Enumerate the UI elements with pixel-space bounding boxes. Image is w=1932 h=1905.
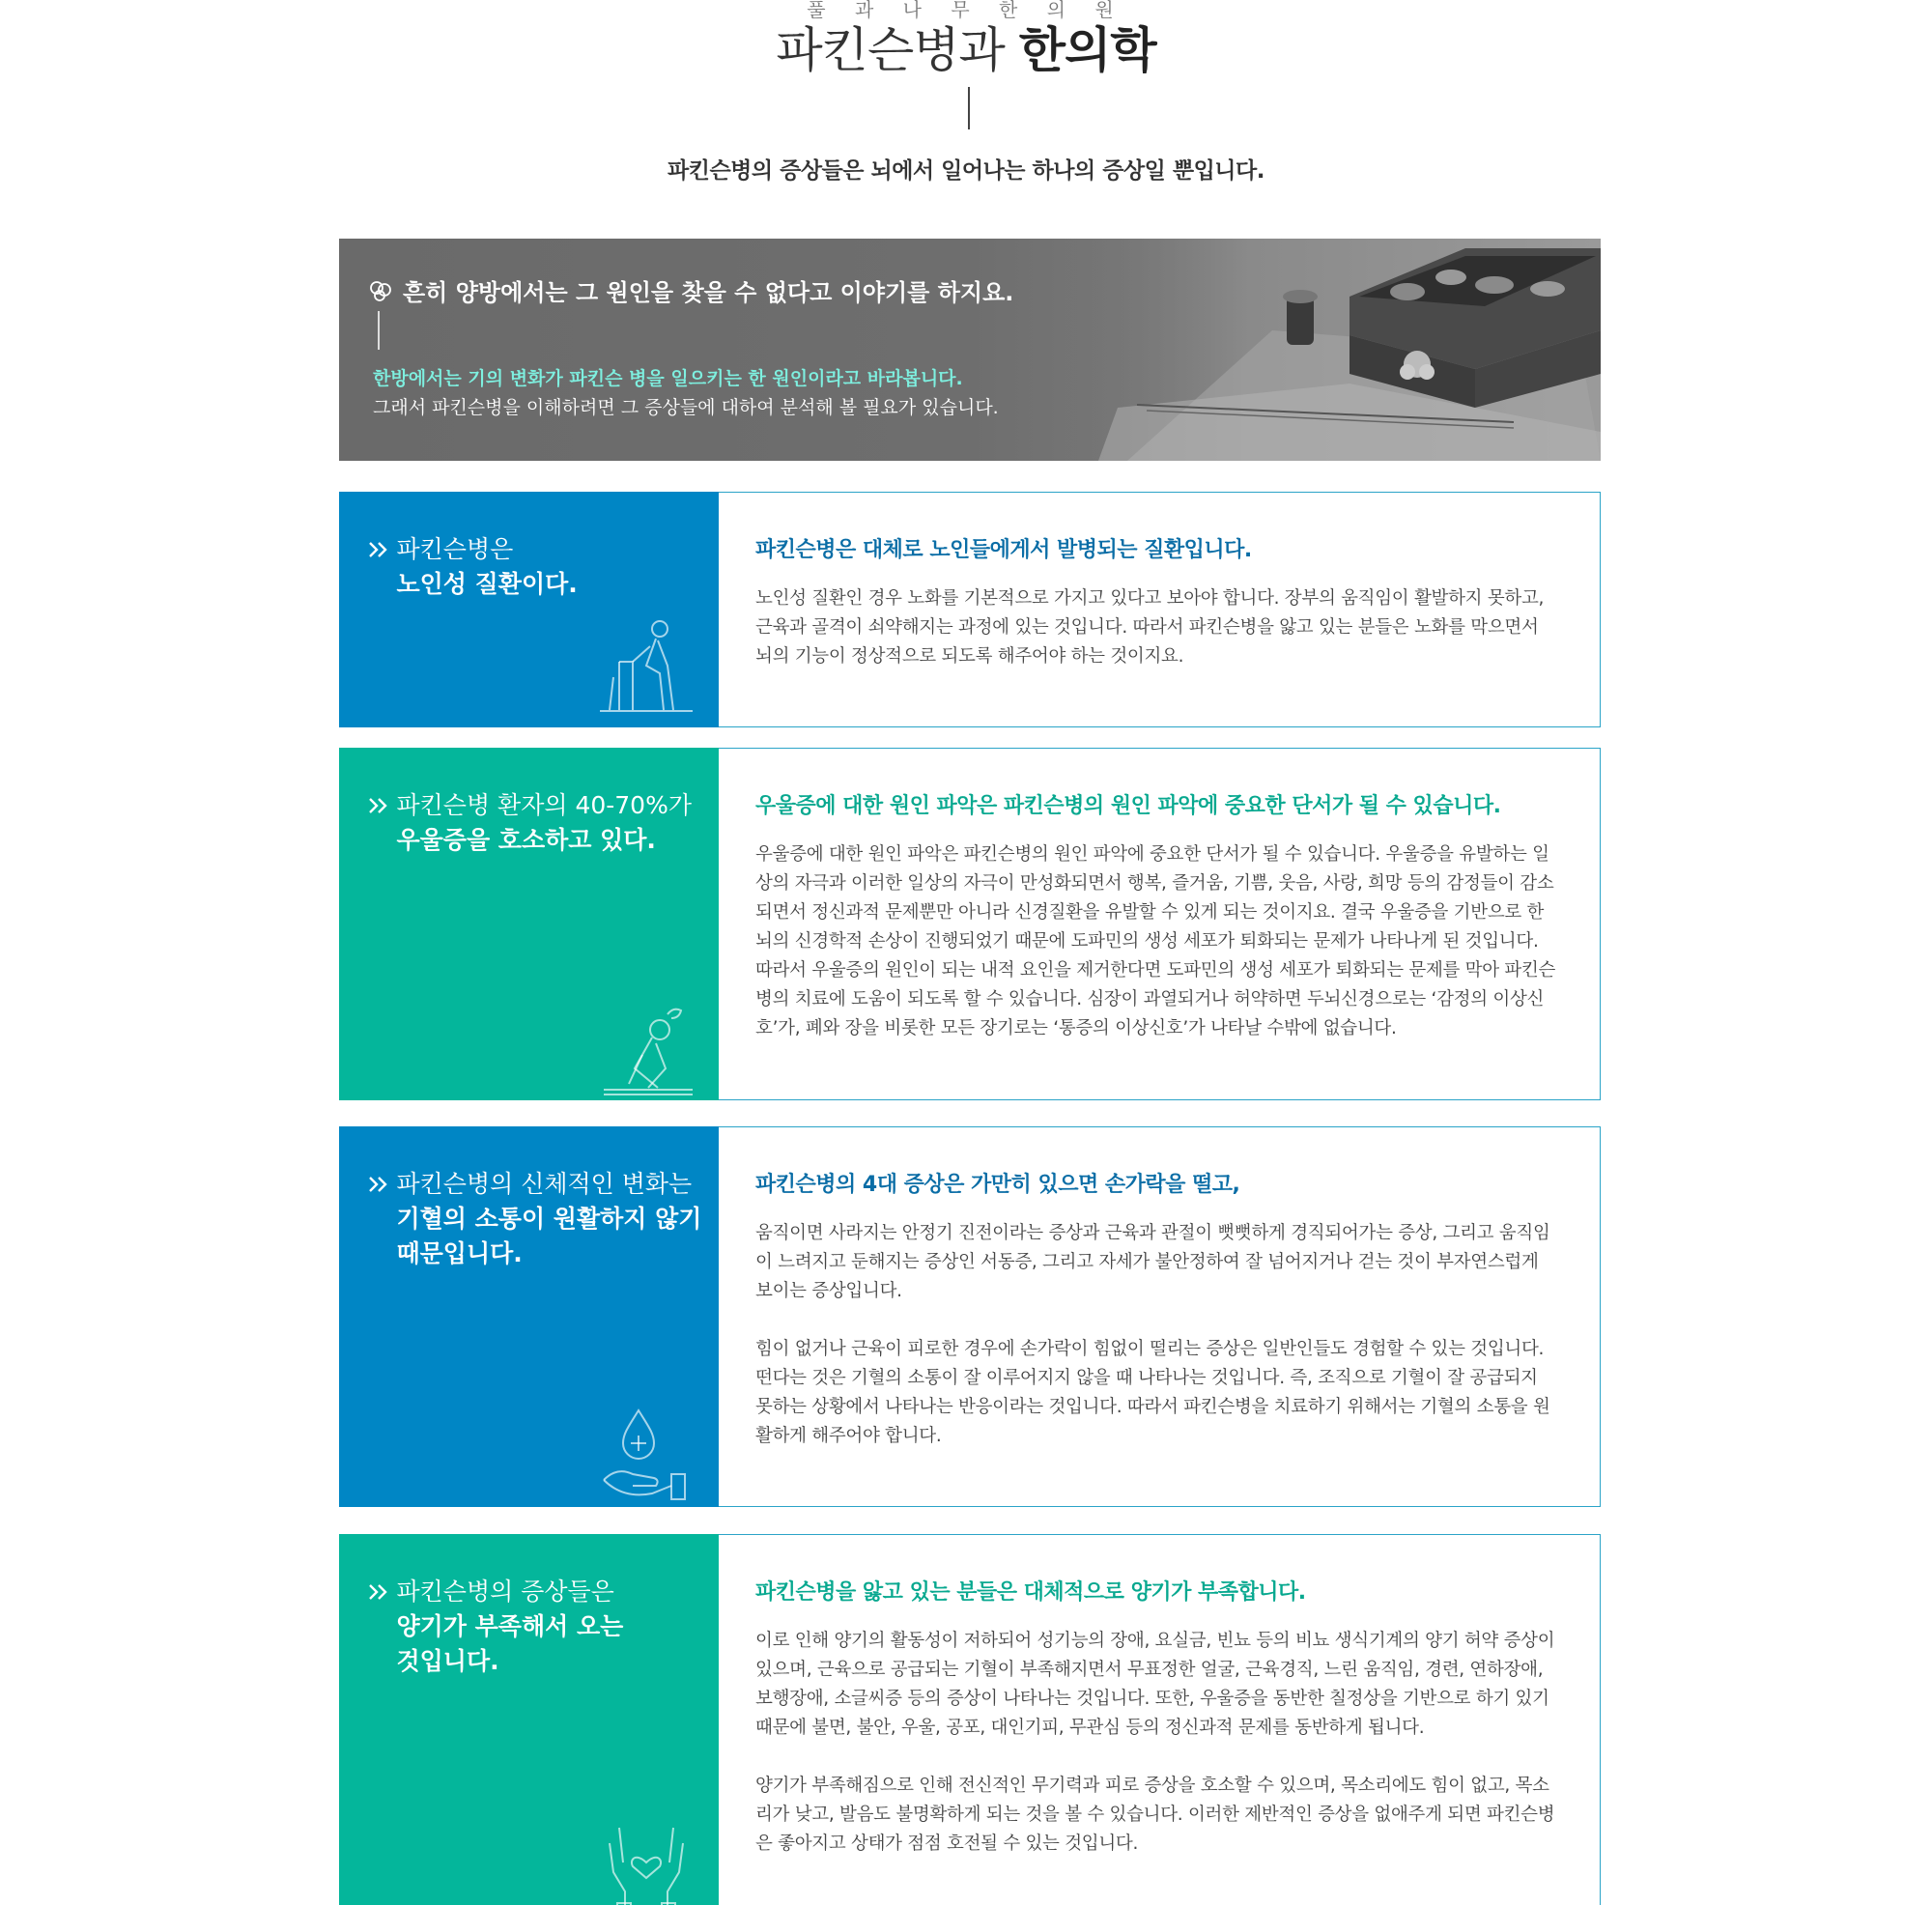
card-left-panel bbox=[339, 492, 719, 727]
title-bold: 한의학 bbox=[1018, 22, 1156, 78]
card-left-line3: 것입니다. bbox=[396, 1646, 499, 1675]
card-left-line1: 파킨슨병 환자의 40-70%가 bbox=[396, 790, 692, 819]
banner-highlight: 한방에서는 기의 변화가 파킨슨 병을 일으키는 한 원인이라고 바라봅니다. bbox=[373, 368, 963, 389]
card-left-line3: 때문입니다. bbox=[396, 1238, 523, 1267]
divider-line bbox=[968, 87, 970, 129]
depressed-person-icon bbox=[600, 1001, 693, 1097]
brand-name: 풀 과 나 무 한 의 원 bbox=[807, 0, 1125, 21]
card-paragraph: 노인성 질환인 경우 노화를 기본적으로 가지고 있다고 보아야 합니다. 장부의 움직임이 활발하지 못하고, 근육과 골격이 쇠약해지는 과정에 있는 것입니다. 따라서 파킨슨병을 앓고 있는 분들은 노화를 막으면서 뇌의 기능이 정상적으로 되도록 해주어야 하는 것이지요. bbox=[755, 588, 1545, 667]
card-left-line1: 파킨슨병의 증상들은 bbox=[396, 1577, 614, 1606]
card-left-line2: 기혈의 소통이 원활하지 않기 bbox=[396, 1204, 702, 1233]
herbal-box-photo bbox=[1060, 239, 1601, 461]
info-card-depression bbox=[339, 748, 1601, 1100]
hand-drop-icon bbox=[600, 1407, 693, 1503]
banner-body: 그래서 파킨슨병을 이해하려면 그 증상들에 대하여 분석해 볼 필요가 있습니다. bbox=[373, 397, 999, 418]
herb-leaf-icon bbox=[368, 278, 393, 303]
card-left-heading bbox=[368, 1167, 702, 1271]
card-left-line1: 파킨슨병은 bbox=[396, 534, 514, 563]
card-content bbox=[755, 533, 1557, 671]
card-left-line2: 우울증을 호소하고 있다. bbox=[396, 825, 656, 854]
double-chevron-icon bbox=[368, 1176, 389, 1193]
banner-divider bbox=[378, 311, 380, 350]
info-card-yang-energy bbox=[339, 1534, 1601, 1905]
card-content bbox=[755, 1168, 1557, 1451]
double-chevron-icon bbox=[368, 1583, 389, 1601]
elderly-walker-icon bbox=[600, 617, 693, 714]
card-content bbox=[755, 789, 1557, 1043]
card-left-heading bbox=[368, 1575, 624, 1679]
title-light: 파킨슨병과 bbox=[776, 22, 1019, 78]
intro-banner bbox=[339, 239, 1601, 461]
card-content bbox=[755, 1576, 1557, 1859]
card-heading: 파킨슨병의 4대 증상은 가만히 있으면 손가락을 떨고, bbox=[755, 1173, 1240, 1197]
double-chevron-icon bbox=[368, 541, 389, 558]
card-paragraph: 우울증에 대한 원인 파악은 파킨슨병의 원인 파악에 중요한 단서가 될 수 있습니다. 우울증을 유발하는 일상의 자극과 이러한 일상의 자극이 만성화되면서 행복, 즐거움, 기쁨, 웃음, 사랑, 희망 등의 감정들이 감소되면서 정신과적 문제뿐만 아니라 신경질환을 유발할 수 있게 되는 것이지요. 결국 우울증을 기반으로 한 뇌의 신경학적 손상이 진행되었기 때문에 도파민의 생성 세포가 퇴화되는 문제가 나타나게 된 것입니다. 따라서 우울증의 원인이 되는 내적 요인을 제거한다면 도파민의 생성 세포가 퇴화되는 문제를 막아 파킨슨병의 치료에 도움이 되도록 할 수 있습니다. 심장이 과열되거나 허약하면 두뇌신경으로는 ‘감정의 이상신호’가, 폐와 장을 비롯한 모든 장기로는 ‘통증의 이상신호’가 나타날 수밖에 없습니다. bbox=[755, 844, 1556, 1038]
card-left-heading bbox=[368, 532, 578, 602]
banner-line1-text: 흔히 양방에서는 그 원인을 찾을 수 없다고 이야기를 하지요. bbox=[403, 279, 1014, 306]
card-left-line2: 양기가 부족해서 오는 bbox=[396, 1611, 624, 1640]
card-left-panel bbox=[339, 1126, 719, 1507]
card-paragraph: 이로 인해 양기의 활동성이 저하되어 성기능의 장애, 요실금, 빈뇨 등의 비뇨 생식기계의 양기 허약 증상이 있으며, 근육으로 공급되는 기혈이 부족해지면서 무표정한 얼굴, 근육경직, 느린 움직임, 경련, 연하장애, 보행장애, 소글씨증 등의 증상이 나타나는 것입니다. 또한, 우울증을 동반한 칠정상을 기반으로 하기 있기 때문에 불면, 불안, 우울, 공포, 대인기피, 무관심 등의 정신과적 문제를 동반하게 됩니다. bbox=[755, 1631, 1555, 1738]
card-heading: 우울증에 대한 원인 파악은 파킨슨병의 원인 파악에 중요한 단서가 될 수 있습니다. bbox=[755, 794, 1501, 818]
info-card-aging bbox=[339, 492, 1601, 727]
card-paragraph: 힘이 없거나 근육이 피로한 경우에 손가락이 힘없이 떨리는 증상은 일반인들도 경험할 수 있는 것입니다. 떤다는 것은 기혈의 소통이 잘 이루어지지 않을 때 나타나는 것입니다. 즉, 조직으로 기혈이 잘 공급되지 못하는 상황에서 나타나는 반응이라는 것입니다. 따라서 파킨슨병을 치료하기 위해서는 기혈의 소통을 원활하게 해주어야 합니다. bbox=[755, 1339, 1550, 1446]
card-paragraph: 움직이면 사라지는 안정기 진전이라는 증상과 근육과 관절이 뻣뻣하게 경직되어가는 증상, 그리고 움직임이 느려지고 둔해지는 증상인 서동증, 그리고 자세가 불안정하여 잘 넘어지거나 걷는 것이 부자연스럽게 보이는 증상입니다. bbox=[755, 1223, 1550, 1301]
card-paragraph: 양기가 부족해짐으로 인해 전신적인 무기력과 피로 증상을 호소할 수 있으며, 목소리에도 힘이 없고, 목소리가 낮고, 발음도 불명확하게 되는 것을 볼 수 있습니다. 이러한 제반적인 증상을 없애주게 되면 파킨슨병은 좋아지고 상태가 점점 호전될 수 있는 것입니다. bbox=[755, 1776, 1555, 1854]
page-subtitle: 파킨슨병의 증상들은 뇌에서 일어나는 하나의 증상일 뿐입니다. bbox=[668, 158, 1264, 184]
card-heading: 파킨슨병을 앓고 있는 분들은 대체적으로 양기가 부족합니다. bbox=[755, 1580, 1306, 1605]
page-title bbox=[0, 21, 1932, 79]
card-heading: 파킨슨병은 대체로 노인들에게서 발병되는 질환입니다. bbox=[755, 538, 1252, 562]
info-card-circulation bbox=[339, 1126, 1601, 1507]
banner-headline bbox=[368, 273, 1013, 307]
card-left-heading bbox=[368, 788, 693, 858]
card-left-line2: 노인성 질환이다. bbox=[396, 569, 578, 598]
card-left-line1: 파킨슨병의 신체적인 변화는 bbox=[396, 1169, 693, 1198]
card-left-panel bbox=[339, 748, 719, 1100]
hands-heart-icon bbox=[600, 1814, 693, 1905]
card-left-panel bbox=[339, 1534, 719, 1905]
double-chevron-icon bbox=[368, 797, 389, 814]
